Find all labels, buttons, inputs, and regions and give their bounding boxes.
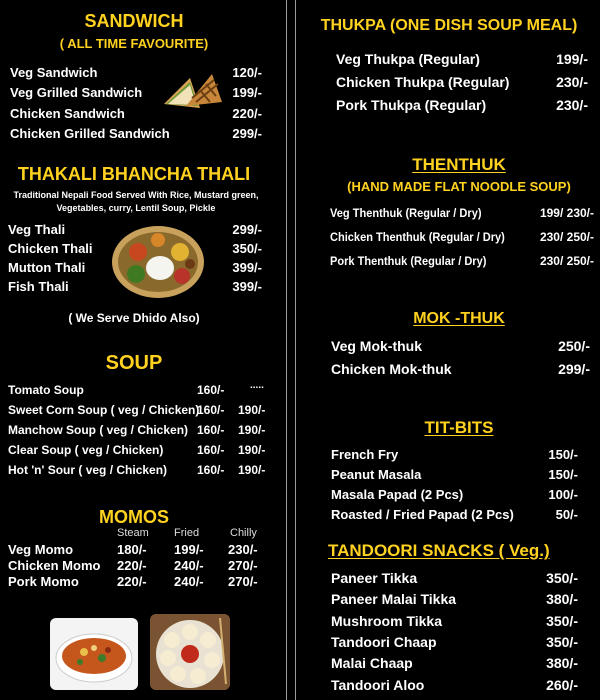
menu-item-name: Chicken Thali — [8, 241, 93, 256]
menu-item-price: 190/- — [238, 443, 266, 457]
menu-item-price: 160/- — [197, 443, 225, 457]
sandwich-subtitle: ( ALL TIME FAVOURITE) — [59, 36, 209, 51]
menu-item-price: 190/- — [238, 463, 266, 477]
menu-item-price: 299/- — [558, 361, 590, 377]
menu-item-name: Sweet Corn Soup ( veg / Chicken) — [8, 403, 200, 417]
menu-item-price: 350/- — [232, 241, 262, 256]
menu-item-name: Fish Thali — [8, 279, 69, 294]
menu-item-name: Veg Momo — [8, 542, 74, 557]
thukpa-title: THUKPA (ONE DISH SOUP MEAL) — [320, 17, 578, 34]
menu-item-price: 299/- — [232, 126, 262, 141]
menu-item-name: Paneer Tikka — [331, 570, 418, 586]
menu-item-price: 240/- — [174, 574, 204, 589]
menu-item-name: Malai Chaap — [331, 655, 413, 671]
soup-bowl-image — [50, 618, 138, 690]
menu-item-price: 260/- — [546, 677, 578, 693]
menu-item-price: 399/- — [232, 279, 262, 294]
momos-header-chilly: Chilly — [230, 527, 257, 539]
momos-header-fried: Fried — [174, 527, 200, 539]
thali-title: THAKALI BHANCHA THALI — [17, 164, 251, 184]
menu-item-price: 220/- — [232, 106, 262, 121]
menu-item-name: Clear Soup ( veg / Chicken) — [8, 443, 164, 457]
thenthuk-subtitle: (HAND MADE FLAT NOODLE SOUP) — [347, 179, 571, 194]
menu-item-price: 150/- — [548, 467, 578, 482]
menu-item-name: Veg Thukpa (Regular) — [336, 51, 480, 67]
menu-item-price: 199/- — [232, 85, 262, 100]
menu-item-price: 399/- — [232, 260, 262, 275]
menu-item-name: Manchow Soup ( veg / Chicken) — [8, 423, 189, 437]
menu-item-price: 380/- — [546, 591, 578, 607]
menu-item-price: 240/- — [174, 558, 204, 573]
menu-item-name: Veg Thali — [8, 222, 66, 237]
menu-item-name: Chicken Momo — [8, 558, 101, 573]
menu-item-price: 230/- — [228, 542, 258, 557]
menu-item-name: Veg Grilled Sandwich — [10, 85, 143, 100]
menu-item-name: Hot 'n' Sour ( veg / Chicken) — [8, 463, 168, 477]
menu-item-price: 199/ 230/- — [539, 206, 594, 220]
menu-item-price: 380/- — [546, 655, 578, 671]
menu-item-name: Pork Thukpa (Regular) — [336, 97, 487, 113]
menu-item-price: 220/- — [117, 558, 147, 573]
menu-item-price: 230/ 250/- — [539, 254, 594, 268]
menu-item-name: Chicken Grilled Sandwich — [10, 126, 170, 141]
thali-note: ( We Serve Dhido Also) — [68, 311, 200, 325]
menu-item-price: 230/ 250/- — [539, 230, 594, 244]
menu-item-name: Chicken Thenthuk (Regular / Dry) — [330, 230, 505, 244]
menu-item-price: 350/- — [546, 613, 578, 629]
menu-item-name: Veg Sandwich — [10, 65, 98, 80]
thali-description: Vegetables, curry, Lentil Soup, Pickle — [56, 203, 216, 213]
menu-item-name: Veg Thenthuk (Regular / Dry) — [330, 206, 482, 220]
tandoori-title: TANDOORI SNACKS ( Veg.) — [328, 541, 550, 560]
titbits-title: TIT-BITS — [424, 418, 494, 437]
menu-item-name: French Fry — [331, 447, 399, 462]
mokthuk-title: MOK -THUK — [413, 310, 505, 327]
menu-item-price: 220/- — [117, 574, 147, 589]
column-divider — [286, 0, 296, 700]
menu-item-price: 100/- — [548, 487, 578, 502]
menu-item-name: Peanut Masala — [331, 467, 422, 482]
sandwich-image — [160, 70, 226, 114]
menu-item-name: Chicken Thukpa (Regular) — [336, 74, 510, 90]
thali-image — [110, 222, 206, 300]
menu-item-price: 270/- — [228, 574, 258, 589]
menu-item-price: ..... — [250, 380, 264, 391]
menu-item-price: 160/- — [197, 423, 225, 437]
thali-description: Traditional Nepali Food Served With Rice, Mustard green, — [13, 190, 259, 200]
menu-item-price: 230/- — [556, 74, 588, 90]
menu-item-name: Chicken Mok-thuk — [331, 361, 452, 377]
menu-item-name: Tandoori Aloo — [331, 677, 425, 693]
momos-header-steam: Steam — [117, 527, 149, 539]
menu-item-price: 160/- — [197, 403, 225, 417]
menu-item-price: 350/- — [546, 570, 578, 586]
menu-item-name: Mutton Thali — [8, 260, 86, 275]
menu-item-price: 199/- — [174, 542, 204, 557]
menu-item-price: 250/- — [558, 338, 590, 354]
menu-item-price: 190/- — [238, 423, 266, 437]
sandwich-title: SANDWICH — [84, 11, 184, 31]
menu-item-name: Mushroom Tikka — [331, 613, 442, 629]
thenthuk-title: THENTHUK — [412, 155, 506, 174]
momos-title: MOMOS — [99, 507, 169, 527]
menu-item-price: 180/- — [117, 542, 147, 557]
menu-item-name: Veg Mok-thuk — [331, 338, 423, 354]
menu-item-name: Roasted / Fried Papad (2 Pcs) — [331, 507, 514, 522]
momo-plate-image — [150, 614, 230, 690]
soup-title: SOUP — [105, 352, 163, 374]
menu-item-price: 160/- — [197, 463, 225, 477]
menu-item-name: Chicken Sandwich — [10, 106, 125, 121]
menu-item-price: 120/- — [232, 65, 262, 80]
menu-item-name: Pork Momo — [8, 574, 79, 589]
menu-item-name: Tandoori Chaap — [331, 634, 437, 650]
menu-item-name: Pork Thenthuk (Regular / Dry) — [330, 254, 487, 268]
menu-item-price: 190/- — [238, 403, 266, 417]
menu-item-price: 230/- — [556, 97, 588, 113]
menu-item-price: 150/- — [548, 447, 578, 462]
menu-item-name: Paneer Malai Tikka — [331, 591, 457, 607]
menu-item-price: 350/- — [546, 634, 578, 650]
menu-item-price: 50/- — [555, 507, 578, 522]
menu-item-name: Masala Papad (2 Pcs) — [331, 487, 464, 502]
menu-item-name: Tomato Soup — [8, 383, 84, 397]
menu-item-price: 160/- — [197, 383, 225, 397]
menu-item-price: 299/- — [232, 222, 262, 237]
menu-item-price: 199/- — [556, 51, 588, 67]
menu-item-price: 270/- — [228, 558, 258, 573]
